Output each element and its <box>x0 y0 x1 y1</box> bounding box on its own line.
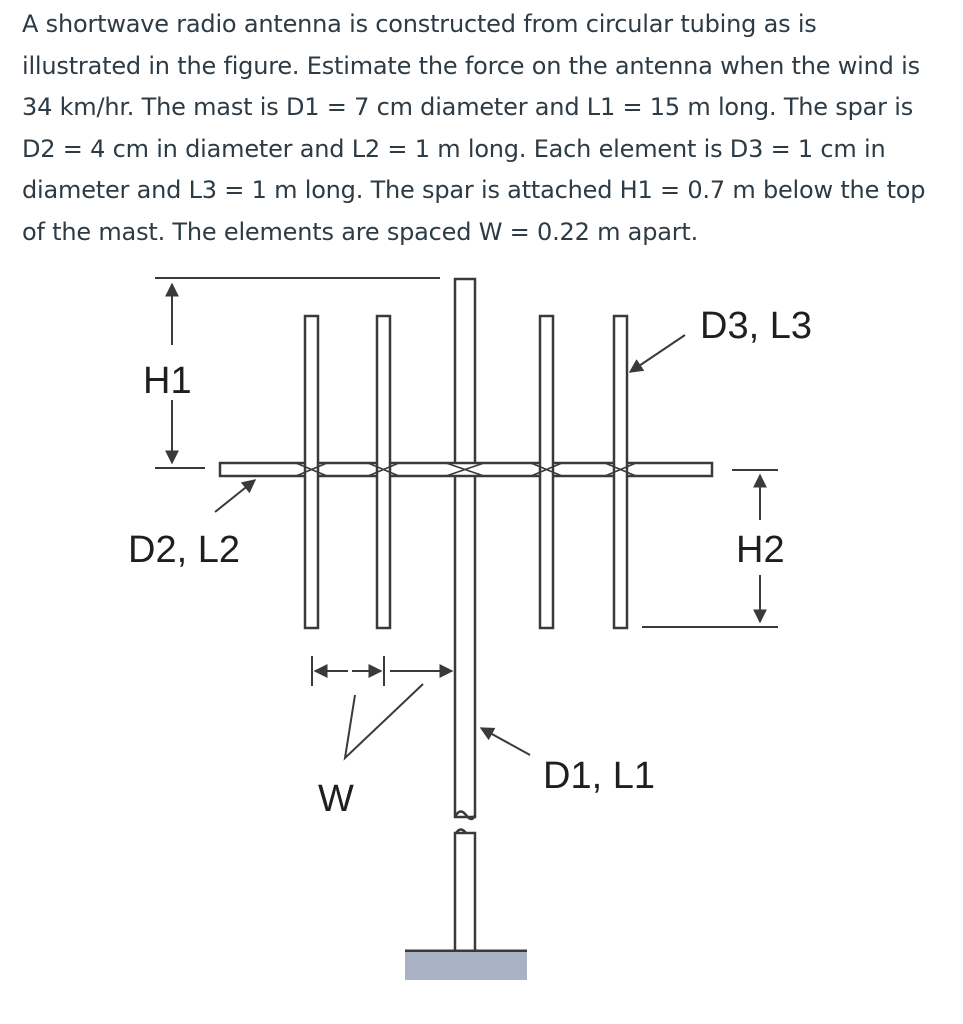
mast-upper <box>455 279 475 817</box>
w-leader-lines <box>345 684 423 758</box>
d2-l2-leader-arrow <box>215 480 255 512</box>
problem-line-4: D2 = 4 cm in diameter and L2 = 1 m long. Each element is D3 = 1 cm in <box>22 134 886 163</box>
d1-l1-leader-arrow <box>481 728 530 755</box>
d3-l3-label: D3, L3 <box>700 305 812 347</box>
d1-l1-label: D1, L1 <box>543 755 655 797</box>
w-label: W <box>318 778 354 820</box>
d2-l2-label: D2, L2 <box>128 529 240 571</box>
problem-line-1: A shortwave radio antenna is constructed from circular tubing as is <box>22 10 817 38</box>
d3-l3-leader-arrow <box>630 335 685 372</box>
h1-label: H1 <box>143 360 192 402</box>
problem-line-6: of the mast. The elements are spaced W = 0.22 m apart. <box>22 217 699 246</box>
problem-line-5: diameter and L3 = 1 m long. The spar is attached H1 = 0.7 m below the top <box>22 176 926 204</box>
problem-line-2: illustrated in the figure. Estimate the force on the antenna when the wind is <box>22 51 920 80</box>
problem-line-3: 34 km/hr. The mast is D1 = 7 cm diameter and L1 = 15 m long. The spar is <box>22 93 914 121</box>
mast-lower <box>455 833 475 951</box>
ground-base <box>405 952 527 980</box>
h2-label: H2 <box>736 529 785 571</box>
